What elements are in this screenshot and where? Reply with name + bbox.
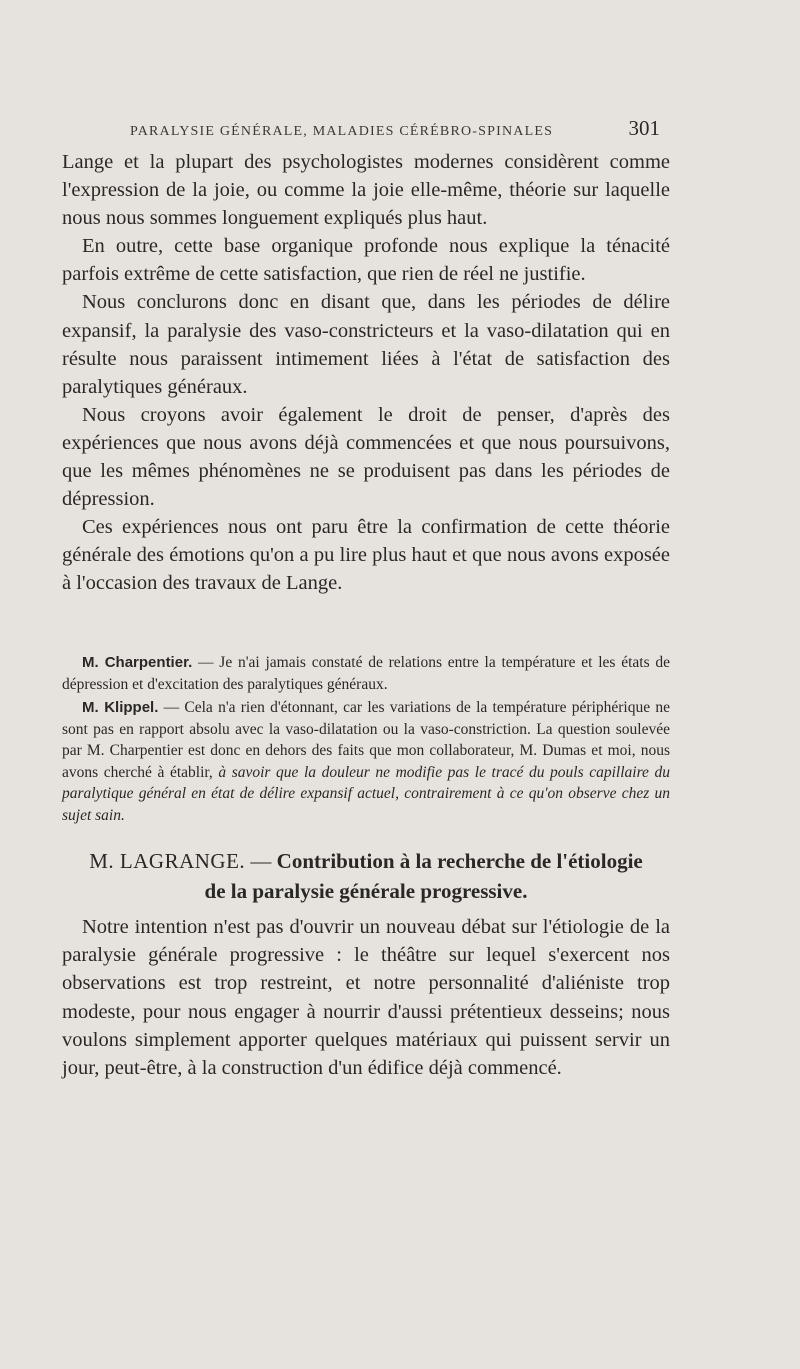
section-heading bbox=[62, 846, 670, 906]
paragraph: Notre intention n'est pas d'ouvrir un nouveau débat sur l'étiologie de la paralysie générale progressive : le théâtre sur lequel s'exercent nos observations est trop restreint, et notre personnalité d'aliéniste trop modeste, pour nous engager à nourrir d'aussi prétentieux desseins; nous voulons simplement apporter quelques matériaux qui puissent servir un jour, peut-être, à la construction d'un édifice déjà commencé. bbox=[62, 916, 670, 1080]
running-title: PARALYSIE GÉNÉRALE, MALADIES CÉRÉBRO-SPINALES bbox=[130, 124, 554, 139]
speaker-name: M. Klippel. bbox=[82, 699, 159, 716]
discussion-italic-text: à savoir que la douleur ne modifie pas le tracé du pouls capillaire du paralytique général en état de délire expansif actuel, contrairement à ce qu'on observe chez un sujet sain. bbox=[62, 763, 670, 824]
discussion-entry-klippel bbox=[62, 697, 670, 826]
page-number: 301 bbox=[628, 116, 660, 140]
heading-author: M. LAGRANGE. bbox=[89, 849, 246, 873]
discussion-text: — Cela n'a rien d'étonnant, car les variations de la température périphérique ne sont pas en rapport absolu avec la vaso-dilatation ou la vaso-constriction. La question soulevée par M. Charpentier est donc en dehors des faits que mon collaborateur, M. Dumas et moi, nous avons cherché à établir, bbox=[62, 699, 670, 781]
page-header bbox=[130, 116, 660, 141]
heading-title-part-2: de la paralysie générale progressive. bbox=[204, 879, 528, 903]
main-text bbox=[62, 148, 670, 598]
discussion bbox=[62, 652, 670, 828]
discussion-text: — Je n'ai jamais constaté de relations entre la température et les états de dépression et d'excitation des paralytiques généraux. bbox=[62, 654, 670, 693]
paragraph: En outre, cette base organique profonde nous explique la ténacité parfois extrême de cette satisfaction, que rien de réel ne justifie. bbox=[62, 235, 670, 286]
section-text bbox=[62, 913, 670, 1082]
heading-line-1 bbox=[62, 846, 670, 876]
speaker-name: M. Charpentier. bbox=[82, 654, 193, 671]
paragraph: Nous croyons avoir également le droit de penser, d'après des expériences que nous avons déjà commencées et que nous poursuivons, que les mêmes phénomènes ne se produisent pas dans les périodes de dépression. bbox=[62, 403, 670, 511]
paragraph: Lange et la plupart des psychologistes modernes considèrent comme l'expression de la joie, ou comme la joie elle-même, théorie sur laquelle nous nous sommes longuement expliqués plus haut. bbox=[62, 151, 670, 230]
heading-title-part-1: Contribution à la recherche de l'étiologie bbox=[276, 849, 643, 873]
paragraph: Nous conclurons donc en disant que, dans les périodes de délire expansif, la paralysie des vaso-constricteurs et la vaso-dilatation qui en résulte nous paraissent intimement liées à l'état de satisfaction des paralytiques généraux. bbox=[62, 291, 670, 398]
discussion-entry-charpentier bbox=[62, 652, 670, 695]
paragraph: Ces expériences nous ont paru être la confirmation de cette théorie générale des émotions qu'on a pu lire plus haut et que nous avons exposée à l'occasion des travaux de Lange. bbox=[62, 516, 670, 595]
heading-dash: — bbox=[245, 849, 277, 873]
